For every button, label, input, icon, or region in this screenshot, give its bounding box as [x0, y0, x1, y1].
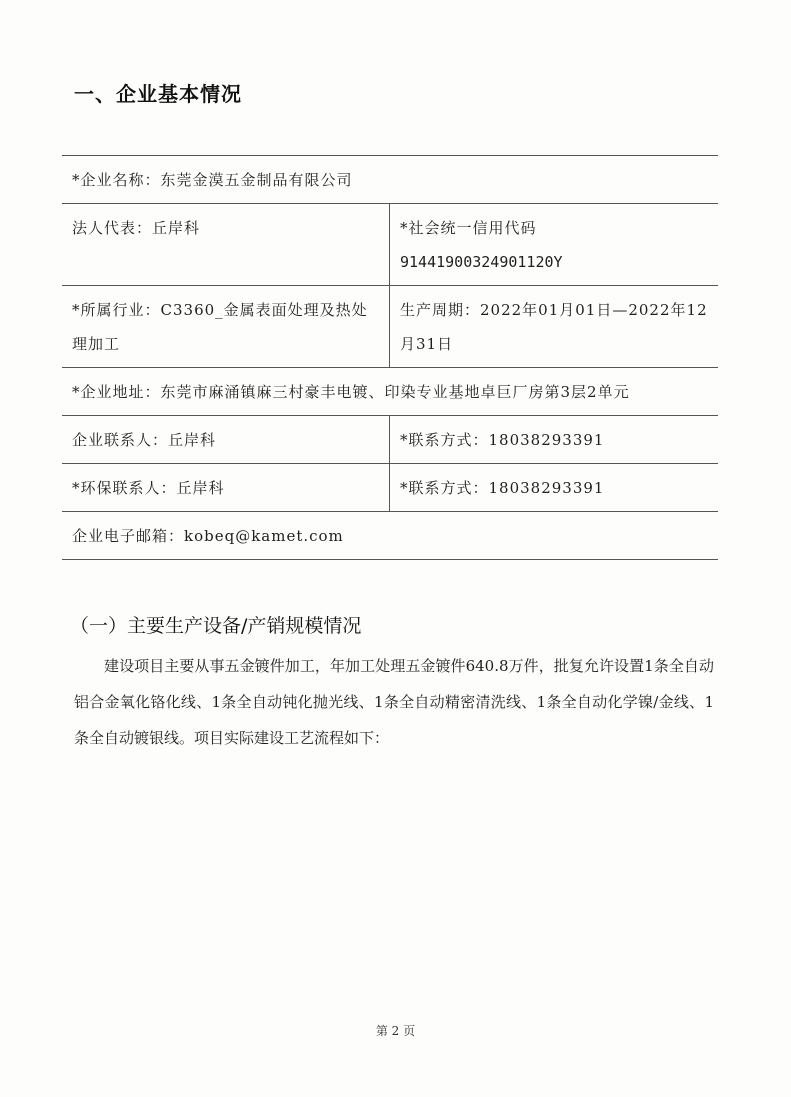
company-info-table	[62, 155, 718, 560]
table-row	[62, 512, 718, 559]
industry: *所属行业：C3360_金属表面处理及热处理加工	[62, 286, 390, 367]
table-row	[62, 156, 718, 204]
company-email: 企业电子邮箱：kobeq@kamet.com	[72, 527, 344, 545]
company-address: *企业地址：东莞市麻涌镇麻三村豪丰电镀、印染专业基地卓巨厂房第3层2单元	[72, 383, 630, 401]
env-contact-phone: *联系方式：18038293391	[400, 479, 605, 497]
legal-representative: 法人代表：丘岸科	[62, 204, 390, 285]
table-row	[62, 204, 718, 286]
page-number: 第 2 页	[375, 1024, 416, 1038]
credit-code-cell	[390, 204, 718, 285]
table-row	[62, 464, 718, 512]
subsection-title: （一）主要生产设备/产销规模情况	[70, 615, 362, 637]
table-row	[62, 286, 718, 368]
section-title: 一、企业基本情况	[74, 82, 242, 106]
body-paragraph: 建设项目主要从事五金镀件加工，年加工处理五金镀件640.8万件，批复允许设置1条全自动铝合金氧化铬化线、1条全自动钝化抛光线、1条全自动精密清洗线、1条全自动化学镍/金线、1条全自动镀银线。项目实际建设工艺流程如下：	[74, 657, 714, 747]
production-period: 生产周期：2022年01月01日—2022年12月31日	[400, 301, 708, 353]
credit-code-value: 91441900324901120Y	[400, 253, 563, 271]
table-row	[62, 416, 718, 464]
contact-person: 企业联系人：丘岸科	[62, 416, 390, 463]
env-contact-person: *环保联系人：丘岸科	[62, 464, 390, 511]
company-name: *企业名称：东莞金漠五金制品有限公司	[72, 171, 353, 189]
contact-phone: *联系方式：18038293391	[400, 431, 605, 449]
credit-code-label: *社会统一信用代码	[400, 219, 537, 237]
table-row	[62, 368, 718, 416]
